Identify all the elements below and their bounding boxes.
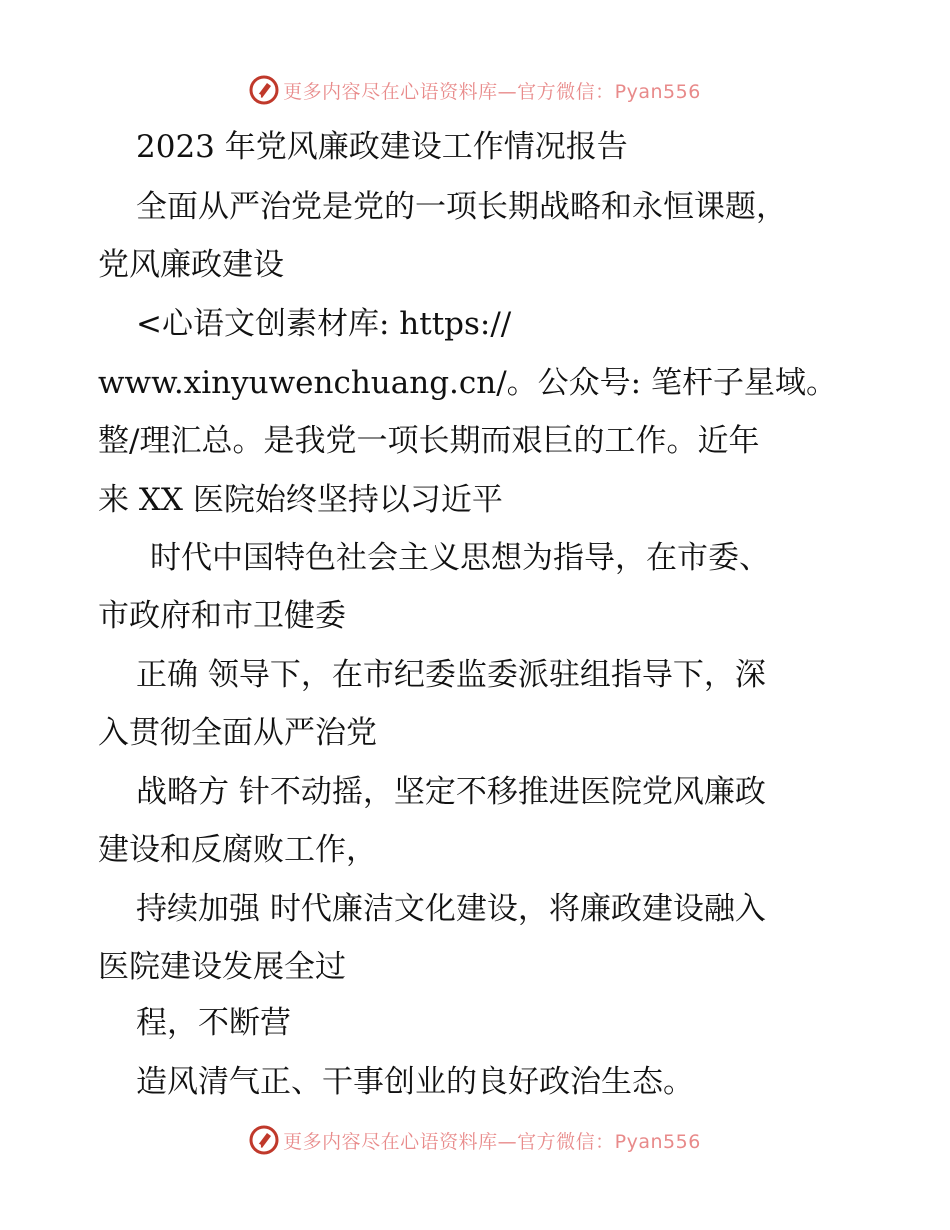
paragraph-line: 市政府和市卫健委 [98,598,346,634]
paragraph-line: 持续加强 时代廉洁文化建设，将廉政建设融入 [136,891,766,927]
paragraph-line: 程，不断营 [136,1005,291,1041]
paragraph-line: 来 XX 医院始终坚持以习近平 [98,482,503,518]
paragraph-line: 整/理汇总。是我党一项长期而艰巨的工作。近年 [98,423,760,459]
paragraph-line: 建设和反腐败工作， [98,832,377,868]
header-promo-text: 更多内容尽在心语资料库—官方微信：Pyan556 [283,80,701,103]
paragraph-line: 党风廉政建设 [98,247,284,283]
paragraph-line: 造风清气正、干事创业的良好政治生态。 [136,1064,694,1100]
document-title: 2023 年党风廉政建设工作情况报告 [136,129,628,165]
paragraph-line: 入贯彻全面从严治党 [98,715,377,751]
paragraph-line: 战略方 针不动摇，坚定不移推进医院党风廉政 [136,774,766,810]
paragraph-line: 全面从严治党是党的一项长期战略和永恒课题， [136,189,787,225]
footer-banner [0,1120,950,1160]
footer-promo-text: 更多内容尽在心语资料库—官方微信：Pyan556 [283,1130,701,1153]
paragraph-line: 医院建设发展全过 [98,949,346,985]
paragraph-line: 正确 领导下，在市纪委监委派驻组指导下，深 [136,657,766,693]
paragraph-line: 时代中国特色社会主义思想为指导，在市委、 [150,540,770,576]
paragraph-line: <心语文创素材库: https:// [136,306,512,342]
paragraph-line: www.xinyuwenchuang.cn/。公众号: 笔杆子星域。 [98,365,837,401]
brand-logo-icon [249,1125,279,1155]
